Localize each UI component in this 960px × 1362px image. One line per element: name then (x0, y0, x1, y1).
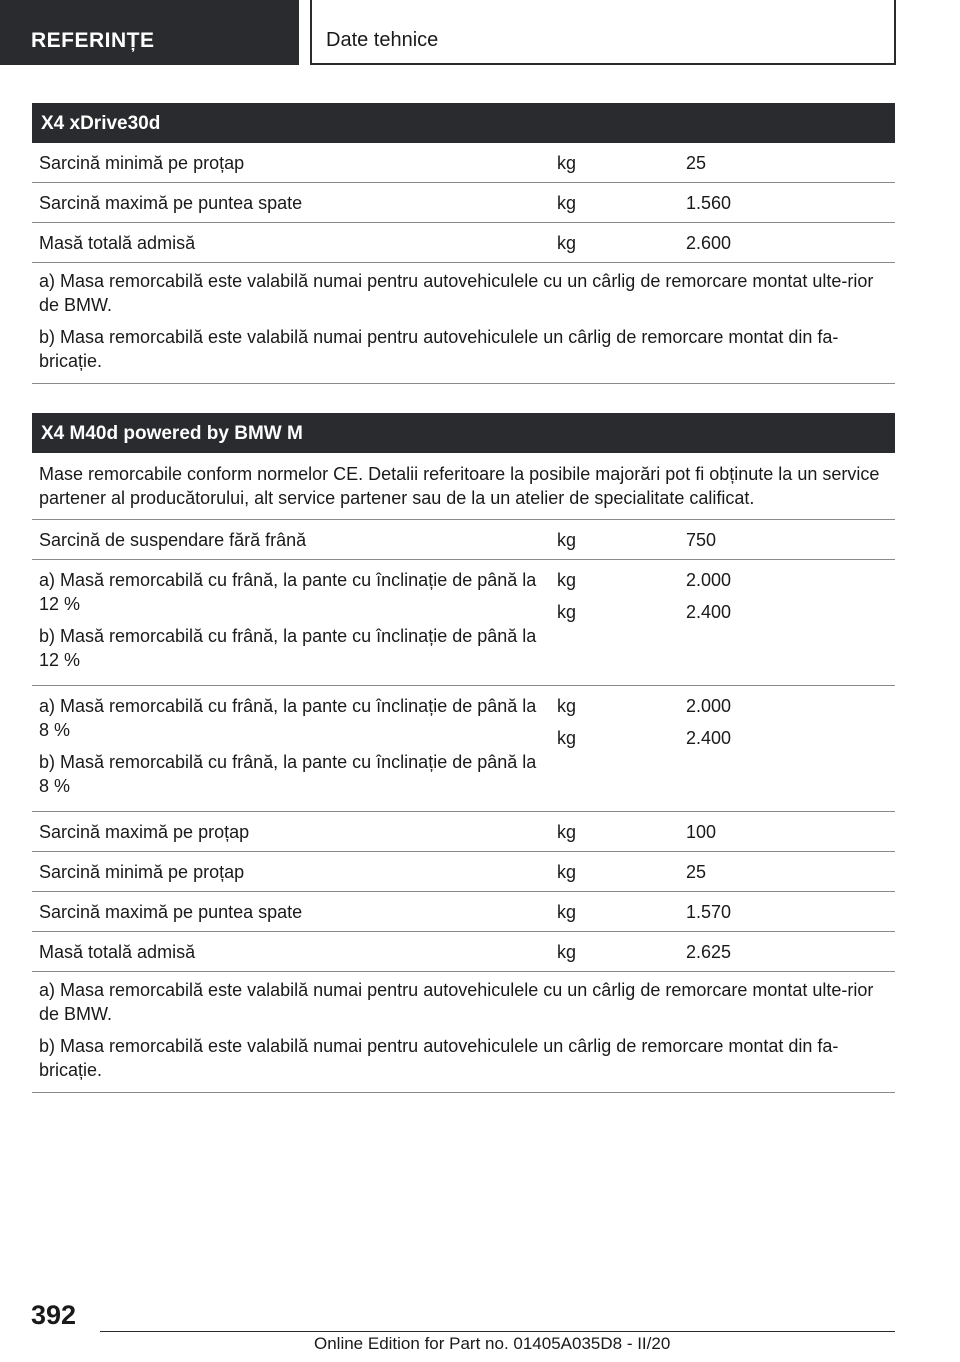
row-label: Masă totală admisă (39, 941, 196, 962)
row-value-b: 2.400 (686, 728, 732, 748)
row-label: Sarcină maximă pe puntea spate (39, 901, 303, 922)
row-label: Masă totală admisă (39, 232, 196, 253)
spec-table-x4-m40d (32, 413, 895, 1093)
row-value: 2.625 (686, 941, 732, 962)
row-unit-b: kg (557, 728, 577, 748)
section-tab (0, 0, 299, 65)
row-unit: kg (557, 941, 577, 962)
row-label: Sarcină maximă pe puntea spate (39, 192, 303, 213)
row-value-b: 2.400 (686, 602, 732, 622)
chapter-tab (310, 0, 896, 65)
row-value: 25 (686, 861, 707, 882)
table-title: X4 M40d powered by BMW M (32, 413, 895, 453)
table-row (32, 143, 895, 183)
row-label-b: b) Masă remorcabilă cu frână, la pante cu înclinație de până la 12 % (39, 626, 537, 670)
row-value: 25 (686, 152, 707, 173)
section-label: REFERINȚE (31, 29, 155, 52)
table-title: X4 xDrive30d (32, 103, 895, 143)
table-row (32, 520, 895, 560)
row-value: 750 (686, 529, 717, 550)
row-value-a: 2.000 (686, 696, 732, 716)
table-row (32, 183, 895, 223)
table-row (32, 560, 895, 686)
row-value: 1.560 (686, 192, 732, 213)
table-row (32, 686, 895, 812)
footnote-b: b) Masa remorcabilă este valabilă numai pentru autovehiculele un cârlig de remorcare montat din fa-bricație. (39, 1036, 839, 1080)
table-row (32, 852, 895, 892)
row-label-a: a) Masă remorcabilă cu frână, la pante cu înclinație de până la 8 % (39, 696, 537, 740)
row-value: 1.570 (686, 901, 732, 922)
footnote-a: a) Masa remorcabilă este valabilă numai pentru autovehiculele cu un cârlig de remorcare montat ulte-rior de BMW. (39, 980, 874, 1024)
row-label: Sarcină maximă pe proțap (39, 821, 250, 842)
page-number: 392 (31, 1300, 77, 1330)
row-value: 100 (686, 821, 717, 842)
row-unit: kg (557, 152, 577, 173)
table-row (32, 892, 895, 932)
row-label-b: b) Masă remorcabilă cu frână, la pante cu înclinație de până la 8 % (39, 752, 537, 796)
footer-divider (100, 1331, 895, 1332)
row-unit-b: kg (557, 602, 577, 622)
row-unit: kg (557, 821, 577, 842)
footnotes (32, 263, 895, 384)
table-row (32, 812, 895, 852)
footnote-a: a) Masa remorcabilă este valabilă numai pentru autovehiculele cu un cârlig de remorcare montat ulte-rior de BMW. (39, 271, 874, 315)
row-unit: kg (557, 529, 577, 550)
row-unit: kg (557, 861, 577, 882)
row-unit-a: kg (557, 570, 577, 590)
row-value-a: 2.000 (686, 570, 732, 590)
row-label-a: a) Masă remorcabilă cu frână, la pante cu înclinație de până la 12 % (39, 570, 537, 614)
footnote-b: b) Masa remorcabilă este valabilă numai pentru autovehiculele un cârlig de remorcare montat din fa-bricație. (39, 327, 839, 371)
row-unit: kg (557, 232, 577, 253)
chapter-title: Date tehnice (326, 29, 439, 51)
row-label: Sarcină minimă pe proțap (39, 861, 245, 882)
spec-table-x4-xdrive30d (32, 103, 895, 384)
table-row (32, 223, 895, 263)
row-label: Sarcină de suspendare fără frână (39, 529, 307, 550)
edition-note: Online Edition for Part no. 01405A035D8 - II/20 (314, 1334, 671, 1353)
row-value: 2.600 (686, 232, 732, 253)
row-unit-a: kg (557, 696, 577, 716)
row-label: Sarcină minimă pe proțap (39, 152, 245, 173)
table-row (32, 932, 895, 972)
row-unit: kg (557, 192, 577, 213)
row-unit: kg (557, 901, 577, 922)
table-intro: Mase remorcabile conform normelor CE. Detalii referitoare la posibile majorări pot fi obținute la un service partener al producătorului, alt service partener sau de la un atelier de specialitate calificat. (32, 453, 895, 520)
footnotes (32, 972, 895, 1093)
